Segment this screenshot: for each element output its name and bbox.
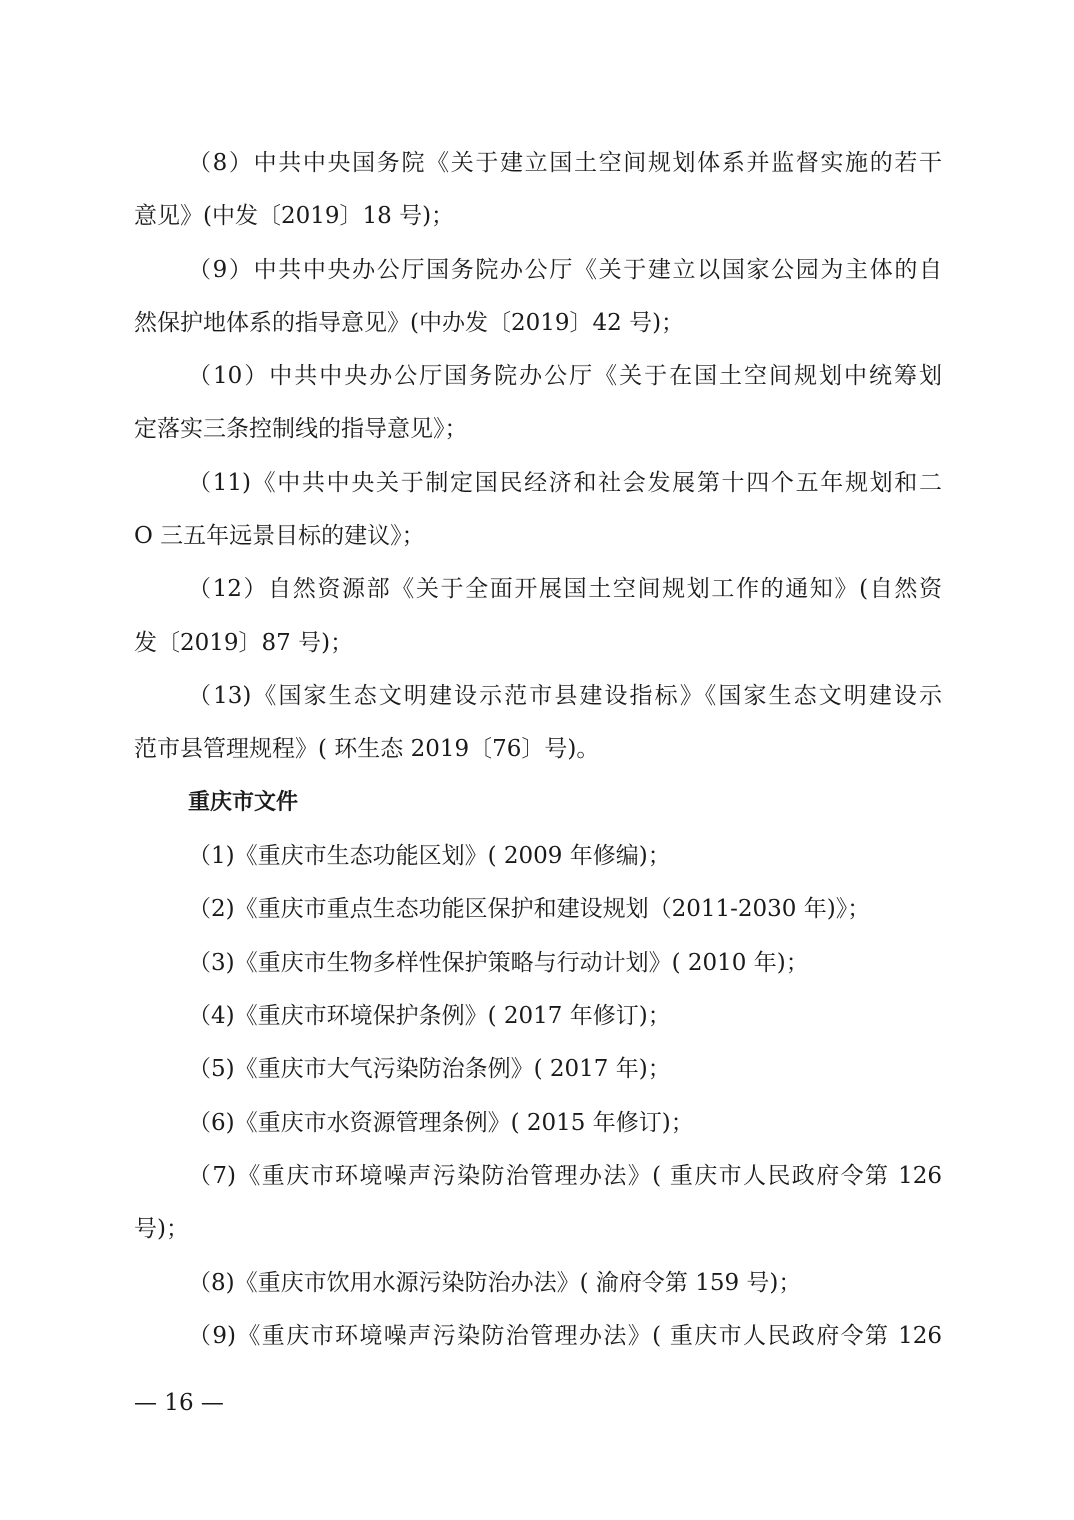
list-item-8-line1: （8）中共中央国务院《关于建立国土空间规划体系并监督实施的若干: [188, 150, 942, 176]
list-item-11-line2: O 三五年远景目标的建议》；: [134, 523, 425, 549]
list-item-12-line2: 发〔2019〕87 号)；: [134, 630, 354, 656]
list-item-9-line1: （9）中共中央办公厅国务院办公厅《关于建立以国家公园为主体的自: [188, 257, 942, 283]
page-number: — 16 —: [134, 1390, 224, 1416]
list-item-12-line1: （12）自然资源部《关于全面开展国土空间规划工作的通知》(自然资: [188, 576, 942, 602]
cq-list-item-4: （4)《重庆市环境保护条例》( 2017 年修订)；: [188, 1003, 671, 1029]
list-item-9-line2: 然保护地体系的指导意见》(中办发〔2019〕42 号)；: [134, 310, 685, 336]
cq-list-item-5: （5)《重庆市大气污染防治条例》( 2017 年)；: [188, 1056, 671, 1082]
list-item-11-line1: （11)《中共中央关于制定国民经济和社会发展第十四个五年规划和二: [188, 470, 942, 496]
list-item-8-line2: 意见》(中发〔2019〕18 号)；: [134, 203, 455, 229]
list-item-13-line2: 范市县管理规程》( 环生态 2019〔76〕号)。: [134, 736, 600, 762]
cq-list-item-3: （3)《重庆市生物多样性保护策略与行动计划》( 2010 年)；: [188, 950, 809, 976]
cq-list-item-2: （2)《重庆市重点生态功能区保护和建设规划（2011-2030 年)》；: [188, 896, 871, 922]
cq-list-item-8: （8)《重庆市饮用水源污染防治办法》( 渝府令第 159 号)；: [188, 1270, 802, 1296]
cq-list-item-1: （1)《重庆市生态功能区划》( 2009 年修编)；: [188, 843, 671, 869]
cq-list-item-7-line1: （7)《重庆市环境噪声污染防治管理办法》( 重庆市人民政府令第 126: [188, 1163, 942, 1189]
cq-list-item-9: （9)《重庆市环境噪声污染防治管理办法》( 重庆市人民政府令第 126: [188, 1323, 942, 1349]
list-item-10-line2: 定落实三条控制线的指导意见》；: [134, 416, 468, 442]
cq-list-item-7-line2: 号)；: [134, 1216, 189, 1242]
cq-list-item-6: （6)《重庆市水资源管理条例》( 2015 年修订)；: [188, 1110, 694, 1136]
list-item-13-line1: （13)《国家生态文明建设示范市县建设指标》《国家生态文明建设示: [188, 683, 942, 709]
list-item-10-line1: （10）中共中央办公厅国务院办公厅《关于在国土空间规划中统筹划: [188, 363, 942, 389]
section-heading-chongqing: 重庆市文件: [188, 790, 299, 815]
